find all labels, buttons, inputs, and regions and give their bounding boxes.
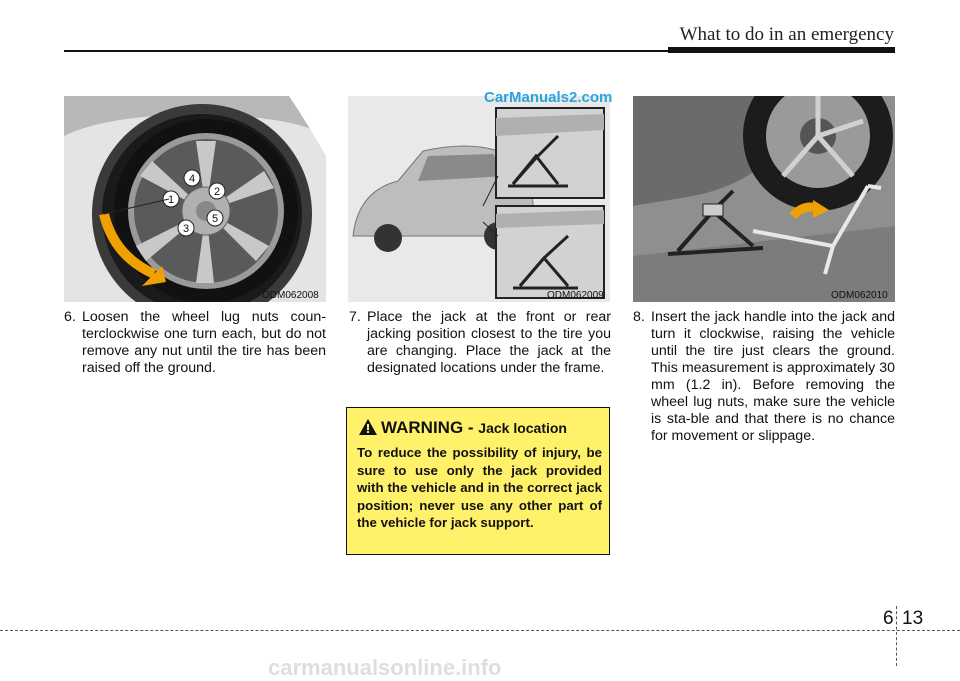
- header-rule-accent: [668, 47, 895, 53]
- step-number: 6.: [64, 309, 76, 325]
- step-7: [349, 309, 611, 377]
- lug-nut-label-3: 3: [182, 223, 190, 235]
- step-text: Place the jack at the front or rear jacking position closest to the tire you are changing. Place the jack at the designated locations under the frame.: [367, 309, 611, 376]
- warning-title: WARNING -: [381, 418, 479, 437]
- footer-watermark: carmanualsonline.info: [268, 655, 502, 680]
- wheel-lug-nuts-illustration: [64, 96, 326, 302]
- chapter-number: 6: [883, 608, 894, 629]
- warning-box: [346, 407, 610, 555]
- lug-nut-label-1: 1: [167, 194, 175, 206]
- figure-code: ODM062010: [831, 290, 888, 301]
- watermark: CarManuals2.com: [484, 89, 613, 106]
- warning-heading: [359, 418, 567, 438]
- step-text: Loosen the wheel lug nuts coun-terclockwise one turn each, but do not remove any nut until the tire has been raised off the ground.: [82, 309, 326, 376]
- footer-rule: [0, 630, 960, 631]
- step-8: [633, 309, 895, 445]
- page-number: 13: [902, 608, 924, 629]
- warning-triangle-icon: [359, 419, 377, 435]
- warning-subtitle: Jack location: [478, 420, 567, 436]
- step-6: [64, 309, 326, 377]
- jack-handle-illustration: [633, 96, 895, 302]
- step-number: 8.: [633, 309, 645, 325]
- step-number: 7.: [349, 309, 361, 325]
- lug-nut-label-5: 5: [211, 213, 219, 225]
- lug-nut-label-2: 2: [213, 186, 221, 198]
- warning-text: To reduce the possibility of injury, be sure to use only the jack provided with the vehicle and in the correct jack position; never use any other part of the vehicle for jack support.: [357, 445, 602, 530]
- figure-code: ODM062008: [262, 290, 319, 301]
- lug-nut-label-4: 4: [188, 173, 196, 185]
- section-title: What to do in an emergency: [679, 24, 894, 45]
- figure-code: ODM062009: [547, 290, 604, 301]
- page-number-separator: [896, 606, 898, 666]
- jack-position-illustration: [348, 96, 610, 302]
- step-text: Insert the jack handle into the jack and turn it clockwise, raising the vehicle until the tire just clears the ground. This measurement is approximately 30 mm (1.2 in). Before removing the wheel lug nuts, make sure the vehicle is sta-ble and that there is no chance for movement or slippage.: [651, 309, 895, 444]
